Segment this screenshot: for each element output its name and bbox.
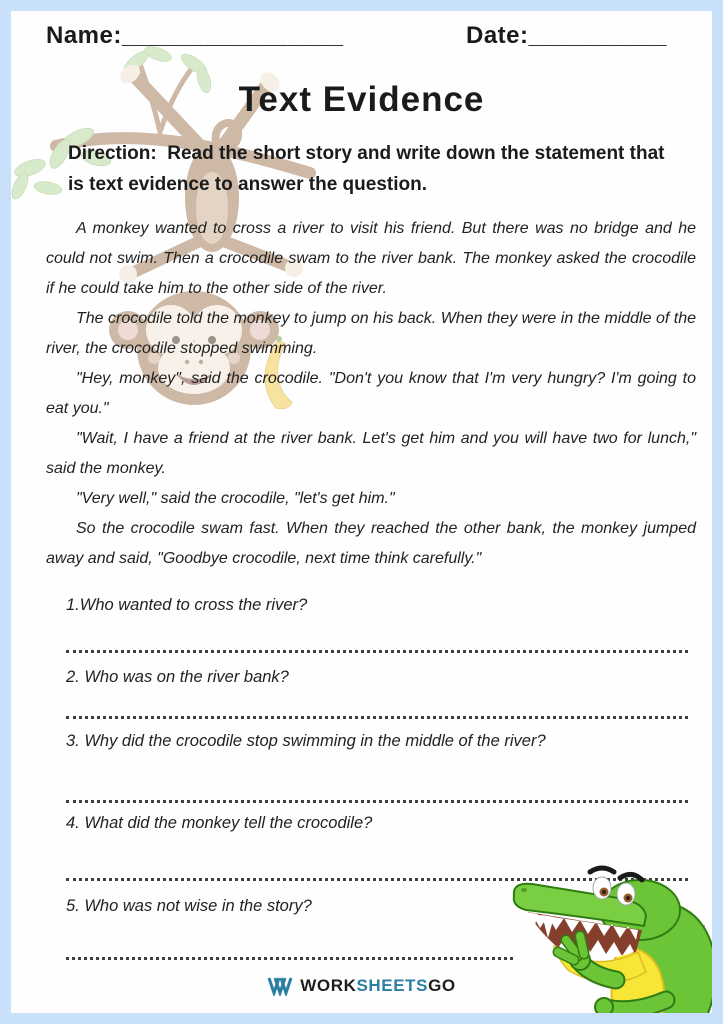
direction-body: Read the short story and write down the statement that is text evidence to answer the question. <box>68 143 665 195</box>
story-paragraph: So the crocodile swam fast. When they reached the other bank, the monkey jumped away and said, "Goodbye crocodile, next time think carefully." <box>46 520 696 567</box>
name-field-row <box>46 22 343 50</box>
story-text <box>46 214 696 574</box>
name-blank-line[interactable]: ________________ <box>121 22 344 49</box>
date-field-row <box>466 22 667 50</box>
brand-work: WORK <box>300 976 357 995</box>
question-4: 4. What did the monkey tell the crocodile? <box>66 814 373 832</box>
question-2: 2. Who was on the river bank? <box>66 668 289 686</box>
page-title: Text Evidence <box>238 80 485 119</box>
brand-sheets: SHEETS <box>356 976 429 995</box>
name-label: Name: <box>46 22 122 49</box>
direction-label: Direction: <box>68 143 157 164</box>
worksheetsgo-logo-icon <box>267 976 293 996</box>
story-paragraph: "Very well," said the crocodile, "let's get him." <box>76 490 395 507</box>
brand-wordmark <box>300 976 456 996</box>
answer-line-1[interactable] <box>66 638 688 653</box>
question-5: 5. Who was not wise in the story? <box>66 897 312 915</box>
direction-text <box>68 138 670 200</box>
story-paragraph: "Hey, monkey", said the crocodile. "Don't you know that I'm very hungry? I'm going to eat you." <box>46 370 696 417</box>
date-blank-line[interactable]: __________ <box>528 22 667 49</box>
story-paragraph: A monkey wanted to cross a river to visit his friend. But there was no bridge and he could not swim. Then a crocodile swam to the river bank. The monkey asked the crocodile if he could take him to the other side of the river. <box>46 220 696 297</box>
crocodile-illustration <box>498 852 723 1024</box>
date-label: Date: <box>466 22 529 49</box>
answer-line-3[interactable] <box>66 788 688 803</box>
question-1: 1.Who wanted to cross the river? <box>66 596 308 614</box>
brand-go: GO <box>428 976 456 995</box>
story-paragraph: The crocodile told the monkey to jump on his back. When they were in the middle of the river, the crocodile stopped swimming. <box>46 310 696 357</box>
question-3: 3. Why did the crocodile stop swimming in the middle of the river? <box>66 732 546 750</box>
answer-line-5[interactable] <box>66 945 513 960</box>
story-paragraph: "Wait, I have a friend at the river bank. Let's get him and you will have two for lunch," said the monkey. <box>46 430 696 477</box>
answer-line-2[interactable] <box>66 704 688 719</box>
